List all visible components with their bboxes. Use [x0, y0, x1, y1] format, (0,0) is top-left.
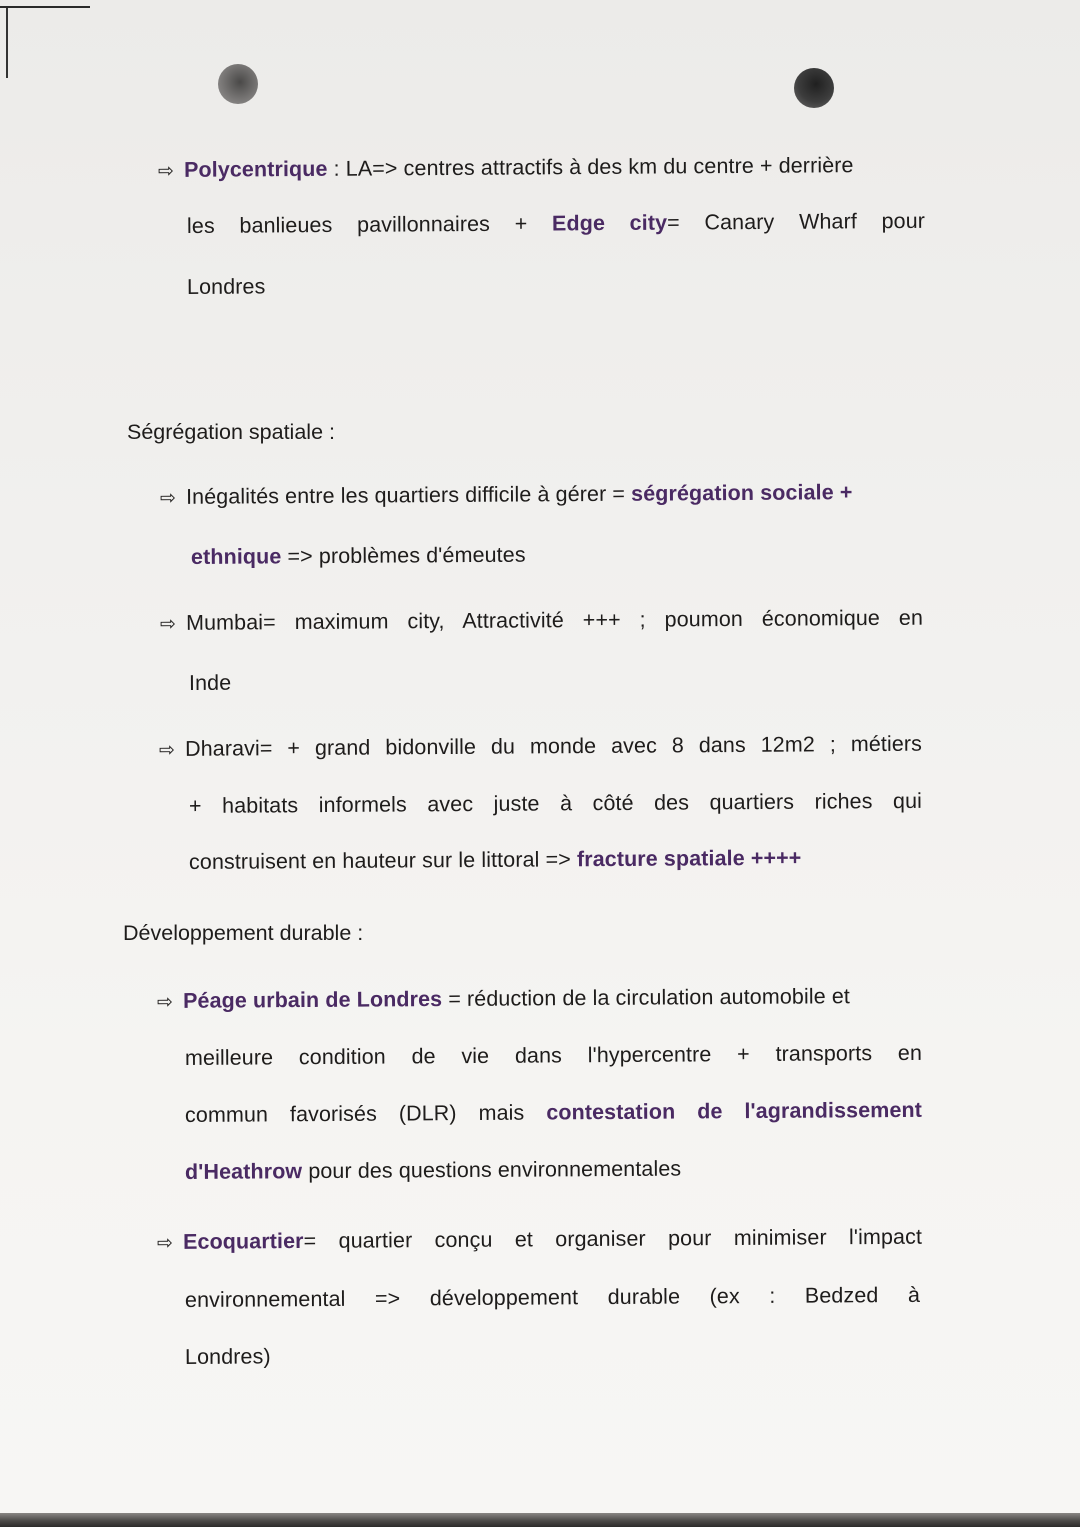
peage-line-4-after: pour des questions environnementales [302, 1156, 682, 1184]
polycentrique-line-3: Londres [186, 274, 266, 299]
peage-text: = réduction de la circulation automobile et [442, 984, 851, 1012]
dharavi-line-3 [189, 846, 802, 875]
inegalites-text: Inégalités entre les quartiers difficile à gérer = [185, 481, 632, 509]
term-fracture-spatiale: fracture spatiale ++++ [576, 845, 802, 872]
page-edge-top [0, 6, 90, 8]
arrow-right-icon: ⇨ [159, 613, 177, 635]
inegalites-line-2-after: => problèmes d'émeutes [281, 542, 526, 569]
term-polycentrique: Polycentrique [183, 156, 328, 182]
term-ethnique: ethnique [190, 544, 282, 569]
mumbai-line-2: Inde [188, 670, 232, 695]
ecoquartier-line-2: environnemental => développement durable (ex : Bedzed à [184, 1282, 921, 1312]
term-edge-city: Edge city [551, 210, 668, 236]
polycentrique-text: : LA=> centres attractifs à des km du centre + derrière [327, 153, 854, 181]
dharavi-line-3-before: construisent en hauteur sur le littoral => [188, 847, 578, 874]
polycentrique-line-1 [158, 153, 854, 183]
ecoquartier-line-1 [157, 1225, 922, 1255]
heading-developpement-durable: Développement durable : [123, 921, 364, 945]
dharavi-text: Dharavi= + grand bidonville du monde avec 8 dans 12m2 ; métiers [184, 731, 923, 761]
arrow-right-icon: ⇨ [157, 160, 175, 182]
dharavi-line-2: + habitats informels avec juste à côté des quartiers riches qui [188, 788, 923, 818]
ecoquartier-text: = quartier conçu et organiser pour minimiser l'impact [303, 1224, 923, 1253]
page-edge-bottom [0, 1513, 1080, 1527]
inegalites-line-2 [191, 543, 526, 570]
arrow-right-icon: ⇨ [156, 1232, 174, 1254]
polycentrique-line-2 [187, 209, 925, 239]
term-segregation-sociale: ségrégation sociale + [631, 480, 853, 506]
peage-line-1 [157, 984, 850, 1014]
page-edge-left [6, 8, 8, 78]
peage-line-2: meilleure condition de vie dans l'hypercentre + transports en [184, 1040, 923, 1070]
peage-line-3-before: commun favorisés (DLR) mais [184, 1100, 547, 1127]
arrow-right-icon: ⇨ [156, 991, 174, 1013]
mumbai-line-1 [160, 606, 923, 636]
heading-segregation-spatiale: Ségrégation spatiale : [127, 420, 335, 444]
peage-line-4 [185, 1157, 681, 1185]
punch-hole-left [218, 64, 258, 104]
inegalites-line-1 [160, 480, 853, 510]
ecoquartier-line-3: Londres) [184, 1344, 271, 1369]
term-ecoquartier: Ecoquartier [182, 1228, 304, 1254]
polycentrique-line-2-after: = Canary Wharf pour [667, 208, 926, 235]
term-heathrow: d'Heathrow [184, 1159, 303, 1184]
term-contestation: contestation de l'agrandissement [546, 1097, 923, 1125]
punch-hole-right [794, 68, 834, 108]
peage-line-3 [185, 1098, 922, 1128]
arrow-right-icon: ⇨ [158, 739, 176, 761]
mumbai-text: Mumbai= maximum city, Attractivité +++ ; poumon économique en [185, 605, 924, 635]
polycentrique-line-2-before: les banlieues pavillonnaires + [186, 211, 553, 238]
dharavi-line-1 [159, 732, 922, 762]
arrow-right-icon: ⇨ [159, 487, 177, 509]
term-peage-urbain: Péage urbain de Londres [182, 987, 443, 1013]
